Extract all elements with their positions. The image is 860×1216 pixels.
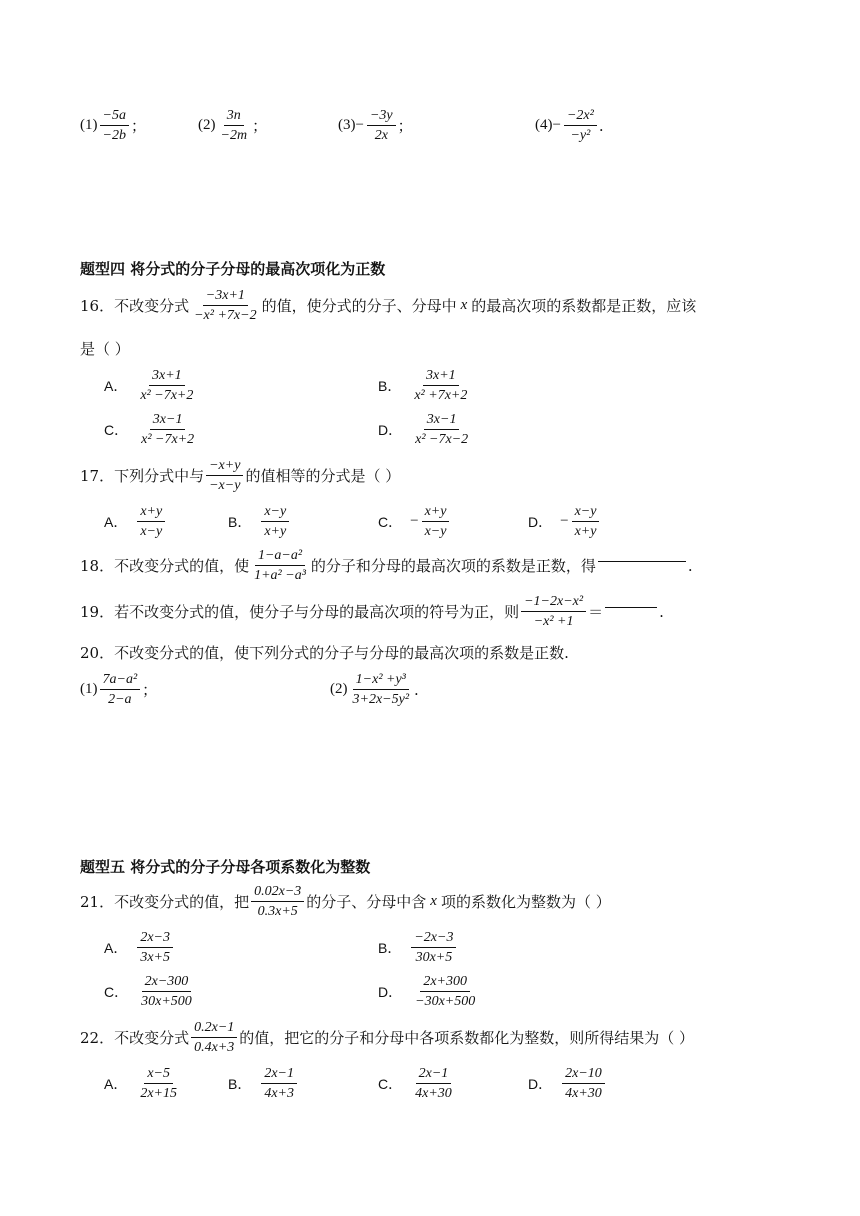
fraction: $\frac{x+y}{x-y}$ [137,504,165,540]
q22-option-d[interactable]: D． $\frac{2x-10}{4x+30}$ [528,1066,607,1102]
fraction: $\frac{3n}{-2m}$ [220,108,248,144]
fraction: $\frac{x-y}{x+y}$ [261,504,289,540]
q21-option-b[interactable]: B． $\frac{-2x-3}{30x+5}$ [378,930,458,966]
fraction: $\frac{\text{−1−2x−x²}}{\text{−x² +1}}$ [521,594,586,630]
fraction: $\frac{x-5}{2x+15}$ [140,1066,178,1102]
fraction: $\frac{2x-3}{3x+5}$ [137,930,173,966]
fraction: $\frac{-2x-3}{30x+5}$ [411,930,456,966]
fraction: $\frac{\text{7a−a²}}{2-a}$ [100,672,141,708]
question-22: 22． 不改变分式 $\frac{0.2x-1}{0.4x+3}$ 的值，把它的分子和分母中各项系数都化为整数，则所得结果为（ ） [80,1020,695,1056]
q22-option-c[interactable]: C． $\frac{2x-1}{4x+30}$ [378,1066,457,1102]
q22-option-b[interactable]: B． $\frac{2x-1}{4x+3}$ [228,1066,299,1102]
question-16-cont: 是（ ） [80,340,130,358]
fraction: $\frac{2x-300}{30x+500}$ [141,974,192,1010]
q16-option-a[interactable]: A． $\frac{3x+1}{\text{x² −7x+2}}$ [104,368,198,404]
fraction: $\frac{3x+1}{\text{x² −7x+2}}$ [140,368,194,404]
q16-option-c[interactable]: C． $\frac{3x-1}{\text{x² −7x+2}}$ [104,412,199,448]
section-heading-5: 题型五 将分式的分子分母各项系数化为整数 [80,858,371,876]
fraction: $\frac{0.02x-3}{0.3x+5}$ [251,884,304,920]
fraction: $\frac{-3y}{2x}$ [367,108,396,144]
q15-part-3: (3) − $\frac{-3y}{2x}$ ； [338,108,413,144]
fraction: $\frac{\text{−2x²}}{\text{−y²}}$ [564,108,597,144]
q21-option-c[interactable]: C． $\frac{2x-300}{30x+500}$ [104,974,197,1010]
question-18: 18． 不改变分式的值，使 $\frac{\text{1−a−a²}}{\text{1+a² −a³}}$ 的分子和分母的最高次项的系数是正数，得 . [80,548,693,584]
fraction: $\frac{2x-10}{4x+30}$ [562,1066,605,1102]
fraction: $\frac{3x+1}{\text{x² +7x+2}}$ [414,368,468,404]
q15-part-4: (4) − $\frac{\text{−2x²}}{\text{−y²}}$ . [535,108,604,144]
q15-part-2: (2) $\frac{3n}{-2m}$ ； [198,108,268,144]
question-20: 20． 不改变分式的值，使下列分式的分子与分母的最高次项的系数是正数. [80,644,569,662]
fraction: $\frac{\text{1−x² +y³}}{\text{3+2x−5y²}}$ [352,672,410,708]
q21-option-d[interactable]: D． $\frac{2x+300}{-30x+500}$ [378,974,480,1010]
fraction: $\frac{2x+300}{-30x+500}$ [415,974,476,1010]
q17-option-a[interactable]: A． $\frac{x+y}{x-y}$ [104,504,167,540]
fraction: $\frac{x+y}{x-y}$ [422,504,450,540]
fraction: $\frac{-x+y}{-x-y}$ [206,458,243,494]
section-heading-4: 题型四 将分式的分子分母的最高次项化为正数 [80,260,386,278]
answer-blank[interactable] [598,560,686,562]
q22-option-a[interactable]: A． $\frac{x-5}{2x+15}$ [104,1066,182,1102]
answer-blank[interactable] [605,606,657,608]
q21-option-a[interactable]: A． $\frac{2x-3}{3x+5}$ [104,930,175,966]
q16-option-d[interactable]: D． $\frac{3x-1}{\text{x² −7x−2}}$ [378,412,473,448]
question-17: 17． 下列分式中与 $\frac{-x+y}{-x-y}$ 的值相等的分式是（ ） [80,458,401,494]
fraction: $\frac{3x-1}{\text{x² −7x−2}}$ [415,412,469,448]
fraction: $\frac{2x-1}{4x+30}$ [415,1066,452,1102]
question-16: 16． 不改变分式 $\frac{-3x+1}{\text{−x² +7x−2}}$ 的值，使分式的分子、分母中 x 的最高次项的系数都是正数，应该 [80,288,697,324]
fraction: $\frac{2x-1}{4x+3}$ [261,1066,297,1102]
fraction: $\frac{-5a}{-2b}$ [100,108,129,144]
q17-option-d[interactable]: D． − $\frac{x-y}{x+y}$ [528,504,601,540]
q17-option-c[interactable]: C． − $\frac{x+y}{x-y}$ [378,504,451,540]
q17-option-b[interactable]: B． $\frac{x-y}{x+y}$ [228,504,291,540]
fraction: $\frac{0.2x-1}{0.4x+3}$ [191,1020,237,1056]
q20-part-2: (2) $\frac{\text{1−x² +y³}}{\text{3+2x−5y²}}$ . [330,672,419,708]
fraction: $\frac{\text{1−a−a²}}{\text{1+a² −a³}}$ [254,548,306,584]
fraction: $\frac{-3x+1}{\text{−x² +7x−2}}$ [194,288,257,324]
q20-part-1: (1) $\frac{\text{7a−a²}}{2-a}$ ； [80,672,158,708]
fraction: $\frac{3x-1}{\text{x² −7x+2}}$ [141,412,195,448]
q16-option-b[interactable]: B． $\frac{3x+1}{\text{x² +7x+2}}$ [378,368,472,404]
question-21: 21． 不改变分式的值，把 $\frac{0.02x-3}{0.3x+5}$ 的分子、分母中含 x 项的系数化为整数为（ ） [80,884,611,920]
question-19: 19． 若不改变分式的值，使分子与分母的最高次项的符号为正，则 $\frac{\text{−1−2x−x²}}{\text{−x² +1}}$ ＝ . [80,594,664,630]
q15-part-1: (1) $\frac{-5a}{-2b}$ ； [80,108,146,144]
fraction: $\frac{x-y}{x+y}$ [572,504,600,540]
